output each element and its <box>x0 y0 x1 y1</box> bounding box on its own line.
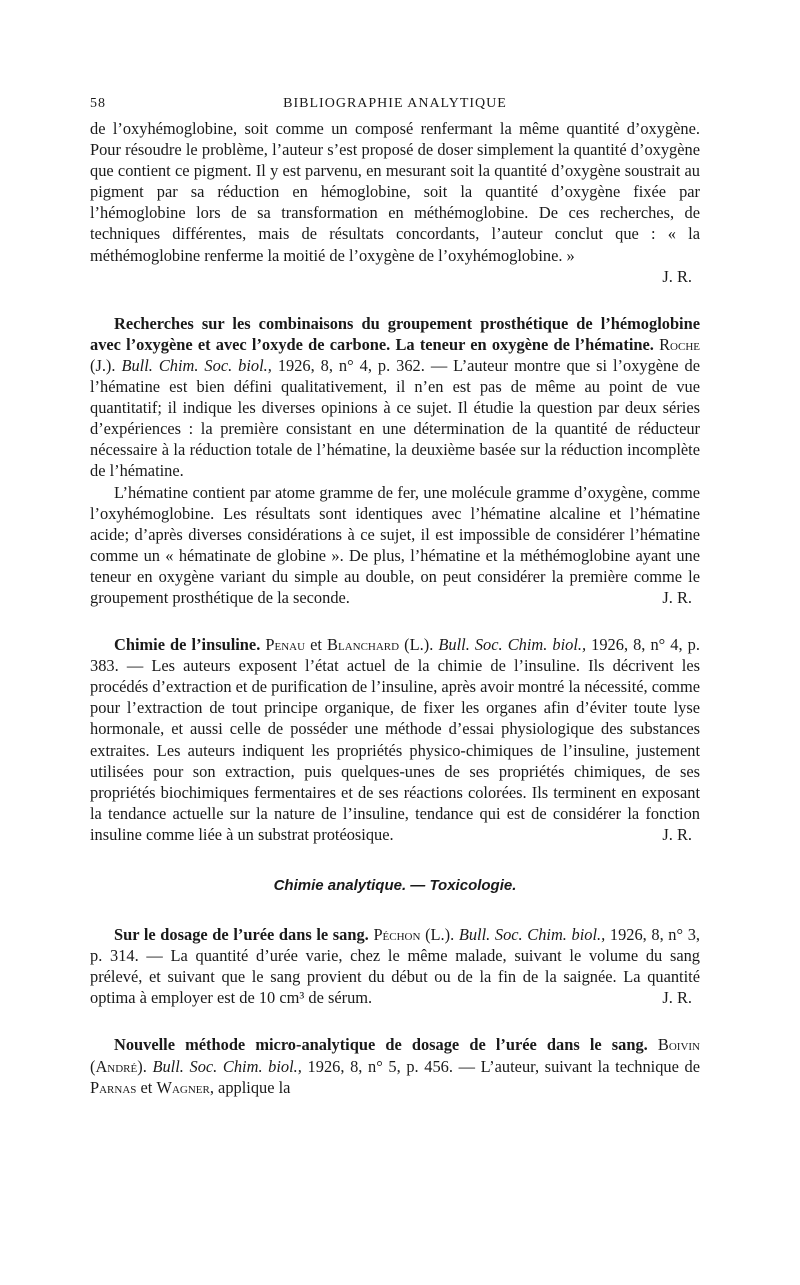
article-title: Nouvelle méthode micro-analytique de dosage de l’urée dans le sang. <box>114 1035 648 1055</box>
article-body: — L’auteur, suivant la technique de <box>458 1056 700 1076</box>
article-body: — La quantité d’urée varie, chez le même malade, suivant le volume du sang prélevé, et suivant que le sang provient du début ou de la fin de la saignée. La quantité optima à employer est de 10 cm³ de sérum. <box>90 946 700 1008</box>
journal-name: Bull. Chim. Soc. biol., <box>121 355 272 375</box>
article-body: applique la <box>218 1077 291 1097</box>
journal-reference: 1926, 8, n° 5, p. 456. <box>307 1056 453 1076</box>
article-continued <box>90 118 700 287</box>
article-body: de l’oxyhémoglobine, soit comme un composé renfermant la même quantité d’oxygène. Pour résoudre le problème, l’auteur s’est proposé de doser simplement la quantité d’oxygène que contient ce pigment. Il y est parvenu, en mesurant soit la quantité d’oxygène soustrait au pigment par sa réduction en hémoglobine, soit la quantité d’oxygène fixée par l’hémoglobine lors de sa transformation en méthémoglobine. De ces recherches, de techniques différentes, mais de résultats concordants, l’auteur conclut que : « la méthémoglobine renferme la moitié de l’oxygène de l’oxyhémoglobine. » <box>90 119 700 265</box>
article-body: — Les auteurs exposent l’état actuel de la chimie de l’insuline. Ils décrivent les procédés d’extraction et de purification de l’insuline, après avoir montré la nécessité, comme pour l’extraction de tout principe organique, de fixer les organes afin d’éviter toute lyse hormonale, et aussi celle de posséder une méthode d’essai physiologique des substances extraites. Les auteurs indiquent les propriétés physico-chimiques de l’insuline, justement utilisées pour son extraction, puis quelques-unes de ses propriétés chimiques, de ses propriétés biochimiques fermentaires et de ses réactions colorées. Ils terminent en exposant la tendance actuelle sur la nature de l’insuline, tendance qui est de considérer la fonction insuline comme liée à un substrat protéosique. <box>90 656 700 844</box>
cited-author: Parnas <box>90 1077 137 1097</box>
article-hemoglobine <box>90 313 700 608</box>
running-title: BIBLIOGRAPHIE ANALYTIQUE <box>283 96 507 111</box>
journal-reference: 1926, 8, n° 4, p. 383. <box>90 635 700 676</box>
page-header <box>90 96 700 118</box>
article-author: Blanchard (L.). <box>327 635 434 655</box>
author-conjunction: et <box>310 635 322 655</box>
article-title: Chimie de l’insuline. <box>114 635 261 655</box>
article-author: Péchon (L.). <box>373 925 455 945</box>
article-author: Boivin (André). <box>90 1035 700 1076</box>
journal-name: Bull. Soc. Chim. biol., <box>458 925 606 945</box>
signature: J. R. <box>662 824 692 844</box>
article-author: Roche (J.). <box>90 334 700 375</box>
signature: J. R. <box>662 266 692 286</box>
section-heading: Chimie analytique. — Toxicologie. <box>273 877 517 894</box>
journal-reference: 1926, 8, n° 4, p. 362. <box>277 355 425 375</box>
article-title: Recherches sur les combinaisons du groupement prosthétique de l’hémoglobine avec l’oxygène et avec l’oxyde de carbone. La teneur en oxygène de l’hématine. <box>90 313 700 354</box>
article-title: Sur le dosage de l’urée dans le sang. <box>114 925 369 945</box>
journal-name: Bull. Soc. Chim. biol., <box>438 635 587 655</box>
page <box>90 96 700 1098</box>
journal-reference: 1926, 8, n° 3, p. 314. <box>90 925 700 966</box>
author-conjunction: et <box>140 1077 153 1097</box>
article-body: — L’auteur montre que si l’oxygène de l’hématine est bien défini qualitativement, il n’en est pas de même au point de vue quantitatif; il indique les diverses opinions à ce sujet. Il étudie la question par deux séries d’expériences : la première consistant en une détermination de la quantité de réducteur nécessaire à la réduction totale de l’hématine, la deuxième basée sur la réduction incomplète de l’hématine. <box>90 355 700 481</box>
page-number: 58 <box>90 96 106 111</box>
article-uree-sang <box>90 924 700 1008</box>
signature: J. R. <box>662 587 692 607</box>
article-micro-analytique <box>90 1034 700 1097</box>
journal-name: Bull. Soc. Chim. biol., <box>152 1056 302 1076</box>
cited-author: Wagner, <box>156 1077 214 1097</box>
article-author: Penau <box>265 635 306 655</box>
article-insuline <box>90 634 700 845</box>
signature: J. R. <box>662 988 692 1008</box>
article-body: L’hématine contient par atome gramme de fer, une molécule gramme d’oxygène, comme l’oxyhémoglobine. Les résultats sont identiques avec l’hématine alcaline et l’hématine acide; d’après diverses considérations à ce sujet, il est impossible de considérer l’hématine comme un « hématinate de globine ». De plus, l’hématine et la méthémoglobine ayant une teneur en oxygène variant du simple au double, on peut considérer la première comme le groupement prosthétique de la seconde. <box>90 482 700 607</box>
